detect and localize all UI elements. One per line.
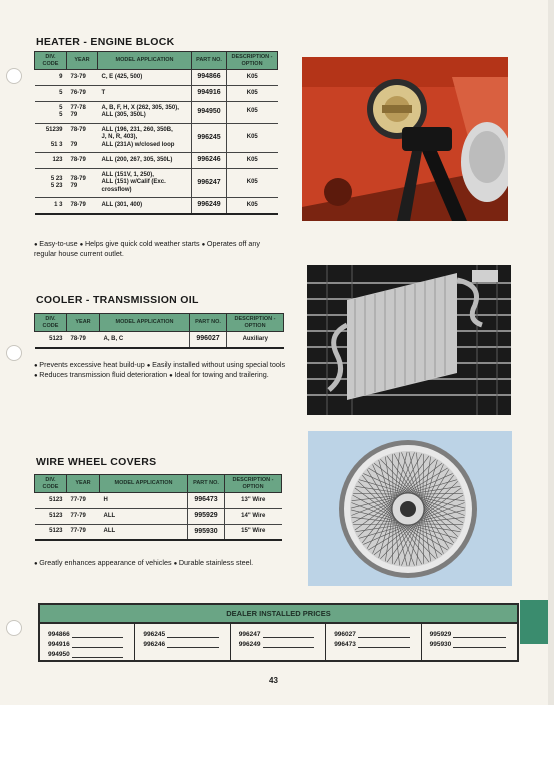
- div-code-cell: 5 23 5 23: [35, 168, 67, 198]
- binder-hole: [6, 68, 22, 84]
- col-part-no: PART NO.: [188, 475, 225, 493]
- bullet-icon: ●: [79, 242, 85, 248]
- year-cell: 78-79 79: [67, 168, 98, 198]
- description-cell: Auxiliary: [227, 332, 284, 348]
- price-line: [143, 628, 224, 638]
- part-number-cell: 994950: [192, 101, 227, 123]
- price-part-number: 995930: [429, 641, 452, 648]
- model-cell: ALL: [100, 524, 188, 540]
- section-tab: [520, 600, 548, 644]
- price-blank-line: [358, 631, 410, 638]
- bullet-icon: ●: [34, 363, 40, 369]
- feature-text: Helps give quick cold weather starts: [84, 239, 200, 248]
- part-number-cell: 996245: [192, 123, 227, 153]
- model-cell: H: [100, 493, 188, 509]
- price-part-number: 996245: [143, 631, 166, 638]
- year-cell: 77-79: [67, 508, 100, 524]
- model-cell: ALL (196, 231, 260, 350B, J, N, R, 403), ALL (231A) w/closed loop: [98, 123, 192, 153]
- wire-table: [34, 474, 282, 541]
- price-line: [239, 628, 320, 638]
- page-number: 43: [269, 676, 278, 685]
- bullet-icon: ●: [34, 242, 40, 248]
- price-blank-line: [453, 641, 506, 648]
- binder-hole: [6, 345, 22, 361]
- bullet-icon: ●: [201, 242, 207, 248]
- col-part-no: PART NO.: [190, 314, 227, 332]
- price-blank-line: [167, 631, 219, 638]
- col-model-application: MODEL APPLICATION: [98, 52, 192, 70]
- year-cell: 78-79: [67, 332, 100, 348]
- div-code-cell: 9: [35, 70, 67, 86]
- feature-text: Durable stainless steel.: [178, 558, 254, 567]
- col-div-code: DIV. CODE: [35, 52, 67, 70]
- description-cell: 14" Wire: [225, 508, 282, 524]
- price-part-number: 996247: [238, 631, 261, 638]
- price-line: [334, 628, 415, 638]
- price-part-number: 994950: [48, 651, 70, 658]
- part-number-cell: 996473: [188, 493, 225, 509]
- table-row: [35, 85, 278, 101]
- description-cell: K05: [227, 101, 278, 123]
- wire-features: [34, 558, 288, 568]
- binder-hole: [6, 620, 22, 636]
- bullet-icon: ●: [34, 373, 40, 380]
- price-column: [135, 624, 230, 660]
- div-code-cell: 51239 51 3: [35, 123, 67, 153]
- part-number-cell: 996246: [192, 153, 227, 169]
- price-line: [48, 638, 129, 648]
- price-line: [334, 638, 415, 648]
- year-cell: 73-79: [67, 70, 98, 86]
- price-part-number: 995929: [429, 631, 452, 638]
- table-row: [35, 153, 278, 169]
- wire-wheel-photo: [308, 431, 512, 586]
- feature-text: Greatly enhances appearance of vehicles: [39, 558, 172, 567]
- price-part-number: 994866: [48, 631, 70, 638]
- div-code-cell: 5: [35, 85, 67, 101]
- year-cell: 78-79: [67, 153, 98, 169]
- price-part-number: 996246: [143, 641, 166, 648]
- price-line: [143, 638, 224, 648]
- table-row: [35, 123, 278, 153]
- price-part-number: 996249: [238, 641, 261, 648]
- part-number-cell: 995929: [188, 508, 225, 524]
- price-part-number: 996473: [334, 641, 356, 648]
- price-blank-line: [263, 631, 315, 638]
- model-cell: ALL (151V, 1, 250), ALL (151) w/Calif (Exc. crossflow): [98, 168, 192, 198]
- price-part-number: 996027: [334, 631, 356, 638]
- price-blank-line: [358, 641, 410, 648]
- bullet-icon: ●: [146, 363, 153, 369]
- bullet-icon: ●: [173, 561, 179, 567]
- heater-features: [34, 239, 284, 259]
- year-cell: 77-79: [67, 524, 100, 540]
- price-line: [430, 628, 512, 638]
- col-div-code: DIV. CODE: [35, 314, 67, 332]
- price-blank-line: [453, 631, 506, 638]
- price-line: [48, 628, 129, 638]
- col-year: YEAR: [67, 52, 98, 70]
- bullet-icon: ●: [169, 373, 175, 380]
- price-blank-line: [167, 641, 219, 648]
- cooler-table: [34, 313, 284, 349]
- year-cell: 78-79 79: [67, 123, 98, 153]
- part-number-cell: 996249: [192, 198, 227, 214]
- cooler-title: COOLER - TRANSMISSION OIL: [36, 294, 199, 306]
- part-number-cell: 995930: [188, 524, 225, 540]
- div-code-cell: 5 5: [35, 101, 67, 123]
- feature-text: Easy-to-use: [39, 239, 78, 248]
- col-description: DESCRIPTION - OPTION: [227, 52, 278, 70]
- model-cell: T: [98, 85, 192, 101]
- description-cell: 13" Wire: [225, 493, 282, 509]
- div-code-cell: 5123: [35, 508, 67, 524]
- description-cell: K05: [227, 198, 278, 214]
- col-model-application: MODEL APPLICATION: [100, 314, 190, 332]
- div-code-cell: 5123: [35, 493, 67, 509]
- table-row: [35, 198, 278, 214]
- col-model-application: MODEL APPLICATION: [100, 475, 188, 493]
- price-part-number: 994916: [48, 641, 70, 648]
- table-row: [35, 70, 278, 86]
- year-cell: 77-78 79: [67, 101, 98, 123]
- part-number-cell: 994866: [192, 70, 227, 86]
- feature-text: Operates off any regular house current outlet.: [34, 239, 260, 259]
- year-cell: 78-79: [67, 198, 98, 214]
- wire-title: WIRE WHEEL COVERS: [36, 456, 157, 468]
- model-cell: ALL: [100, 508, 188, 524]
- model-cell: A, B, C: [100, 332, 190, 348]
- year-cell: 77-79: [67, 493, 100, 509]
- heater-photo: [302, 57, 508, 221]
- year-cell: 76-79: [67, 85, 98, 101]
- col-description: DESCRIPTION - OPTION: [227, 314, 284, 332]
- col-div-code: DIV. CODE: [35, 475, 67, 493]
- div-code-cell: 5123: [35, 332, 67, 348]
- table-row: [35, 101, 278, 123]
- price-blank-line: [72, 651, 124, 658]
- div-code-cell: 123: [35, 153, 67, 169]
- price-column: [326, 624, 421, 660]
- heater-title: HEATER - ENGINE BLOCK: [36, 36, 175, 48]
- div-code-cell: 5123: [35, 524, 67, 540]
- dealer-prices-box: [38, 603, 519, 662]
- feature-text: Reduces transmission fluid deterioration: [39, 370, 168, 380]
- table-row: [35, 493, 282, 509]
- table-row: [35, 168, 278, 198]
- page-edge-shadow: [548, 0, 554, 705]
- price-column: [231, 624, 326, 660]
- model-cell: A, B, F, H, X (262, 305, 350), ALL (305, 350L): [98, 101, 192, 123]
- model-cell: ALL (200, 267, 305, 350L): [98, 153, 192, 169]
- model-cell: ALL (301, 400): [98, 198, 192, 214]
- price-blank-line: [72, 641, 124, 648]
- feature-text: Easily installed without using special tools: [152, 360, 286, 369]
- part-number-cell: 996247: [192, 168, 227, 198]
- description-cell: 15" Wire: [225, 524, 282, 540]
- description-cell: K05: [227, 123, 278, 153]
- price-line: [430, 638, 512, 648]
- div-code-cell: 1 3: [35, 198, 67, 214]
- description-cell: K05: [227, 153, 278, 169]
- feature-text: Ideal for towing and trailering.: [174, 370, 269, 380]
- cooler-features: [34, 360, 288, 380]
- price-column: [422, 624, 517, 660]
- price-line: [48, 648, 129, 658]
- cooler-photo: [307, 265, 511, 415]
- price-line: [239, 638, 320, 648]
- table-row: [35, 508, 282, 524]
- table-row: [35, 332, 284, 348]
- heater-table: [34, 51, 278, 215]
- part-number-cell: 994916: [192, 85, 227, 101]
- table-row: [35, 524, 282, 540]
- description-cell: K05: [227, 168, 278, 198]
- model-cell: C, E (425, 500): [98, 70, 192, 86]
- price-blank-line: [263, 641, 315, 648]
- part-number-cell: 996027: [190, 332, 227, 348]
- price-column: [40, 624, 135, 660]
- col-description: DESCRIPTION - OPTION: [225, 475, 282, 493]
- description-cell: K05: [227, 70, 278, 86]
- price-blank-line: [72, 631, 124, 638]
- col-year: YEAR: [67, 314, 100, 332]
- bullet-icon: ●: [34, 561, 40, 567]
- dealer-prices-title: DEALER INSTALLED PRICES: [40, 605, 517, 624]
- description-cell: K05: [227, 85, 278, 101]
- col-year: YEAR: [67, 475, 100, 493]
- col-part-no: PART NO.: [192, 52, 227, 70]
- feature-text: Prevents excessive heat build-up: [39, 360, 145, 369]
